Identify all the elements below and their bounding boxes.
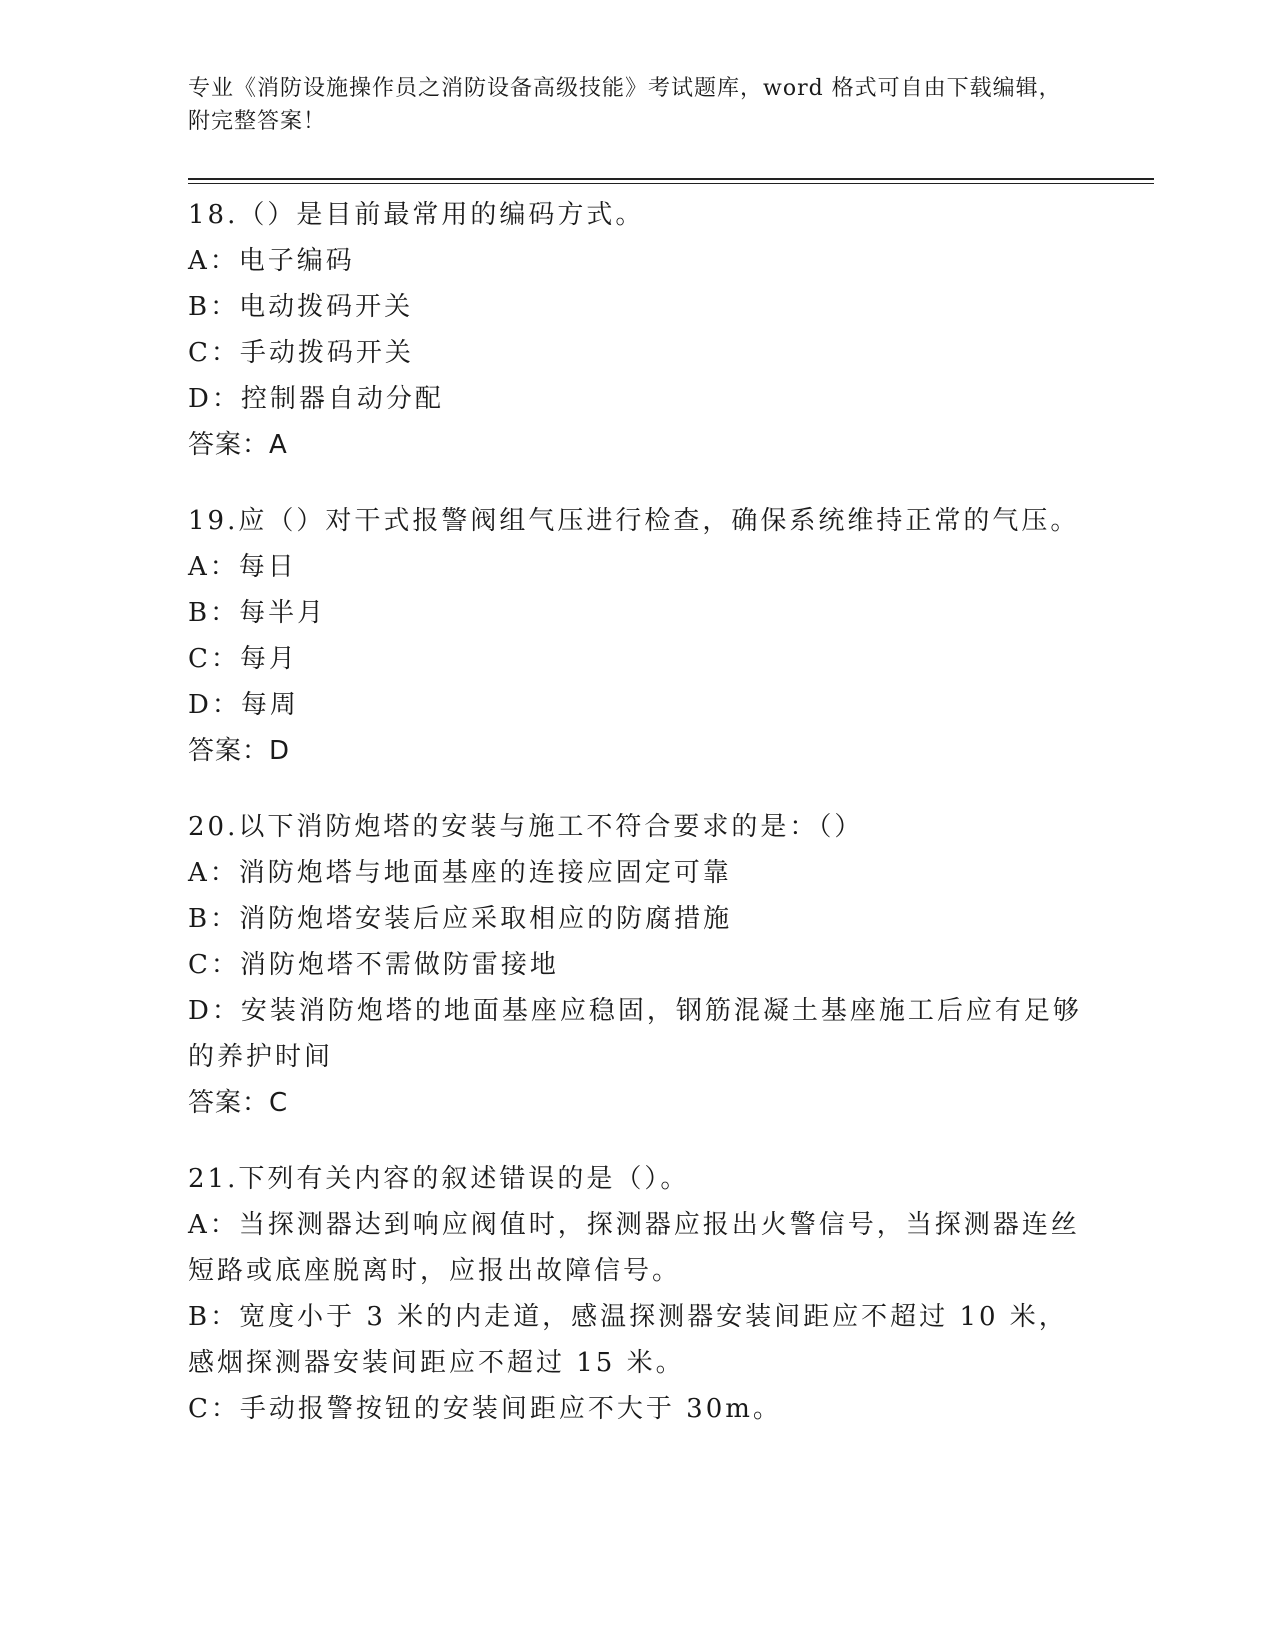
- option-a: A：当探测器达到响应阀值时，探测器应报出火警信号，当探测器连丝短路或底座脱离时，应报出故障信号。: [188, 1210, 1080, 1286]
- question-stem: 21.下列有关内容的叙述错误的是（）。: [188, 1164, 690, 1194]
- option-b: B：宽度小于 3 米的内走道，感温探测器安装间距应不超过 10 米，感烟探测器安装间距应不超过 15 米。: [188, 1302, 1068, 1378]
- answer: 答案：C: [188, 1088, 289, 1118]
- question-20: [188, 804, 1088, 1126]
- question-stem: 20.以下消防炮塔的安装与施工不符合要求的是：（）: [188, 812, 864, 842]
- option-c: C：手动报警按钮的安装间距应不大于 30m。: [188, 1394, 782, 1424]
- option-d: D：每周: [188, 690, 299, 720]
- option-c: C：手动拨码开关: [188, 338, 414, 368]
- option-c: C：每月: [188, 644, 298, 674]
- option-c: C：消防炮塔不需做防雷接地: [188, 950, 559, 980]
- option-d: D：控制器自动分配: [188, 384, 444, 414]
- question-stem: 19.应（）对干式报警阀组气压进行检查，确保系统维持正常的气压。: [188, 506, 1080, 536]
- question-list: [188, 192, 1088, 1432]
- option-b: B：电动拨码开关: [188, 292, 414, 322]
- question-21: [188, 1156, 1088, 1432]
- answer: 答案：A: [188, 430, 288, 460]
- option-a: A：电子编码: [188, 246, 355, 276]
- option-a: A：每日: [188, 552, 297, 582]
- question-18: [188, 192, 1088, 468]
- option-b: B：消防炮塔安装后应采取相应的防腐措施: [188, 904, 733, 934]
- document-header: 专业《消防设施操作员之消防设备高级技能》考试题库，word 格式可自由下载编辑，附完整答案！: [188, 76, 1062, 134]
- option-b: B：每半月: [188, 598, 327, 628]
- header-divider-thin: [188, 183, 1154, 184]
- option-a: A：消防炮塔与地面基座的连接应固定可靠: [188, 858, 732, 888]
- answer: 答案：D: [188, 736, 291, 766]
- option-d: D：安装消防炮塔的地面基座应稳固，钢筋混凝土基座施工后应有足够的养护时间: [188, 996, 1082, 1072]
- question-19: [188, 498, 1088, 774]
- header-divider-thick: [188, 178, 1154, 180]
- question-stem: 18.（）是目前最常用的编码方式。: [188, 200, 645, 230]
